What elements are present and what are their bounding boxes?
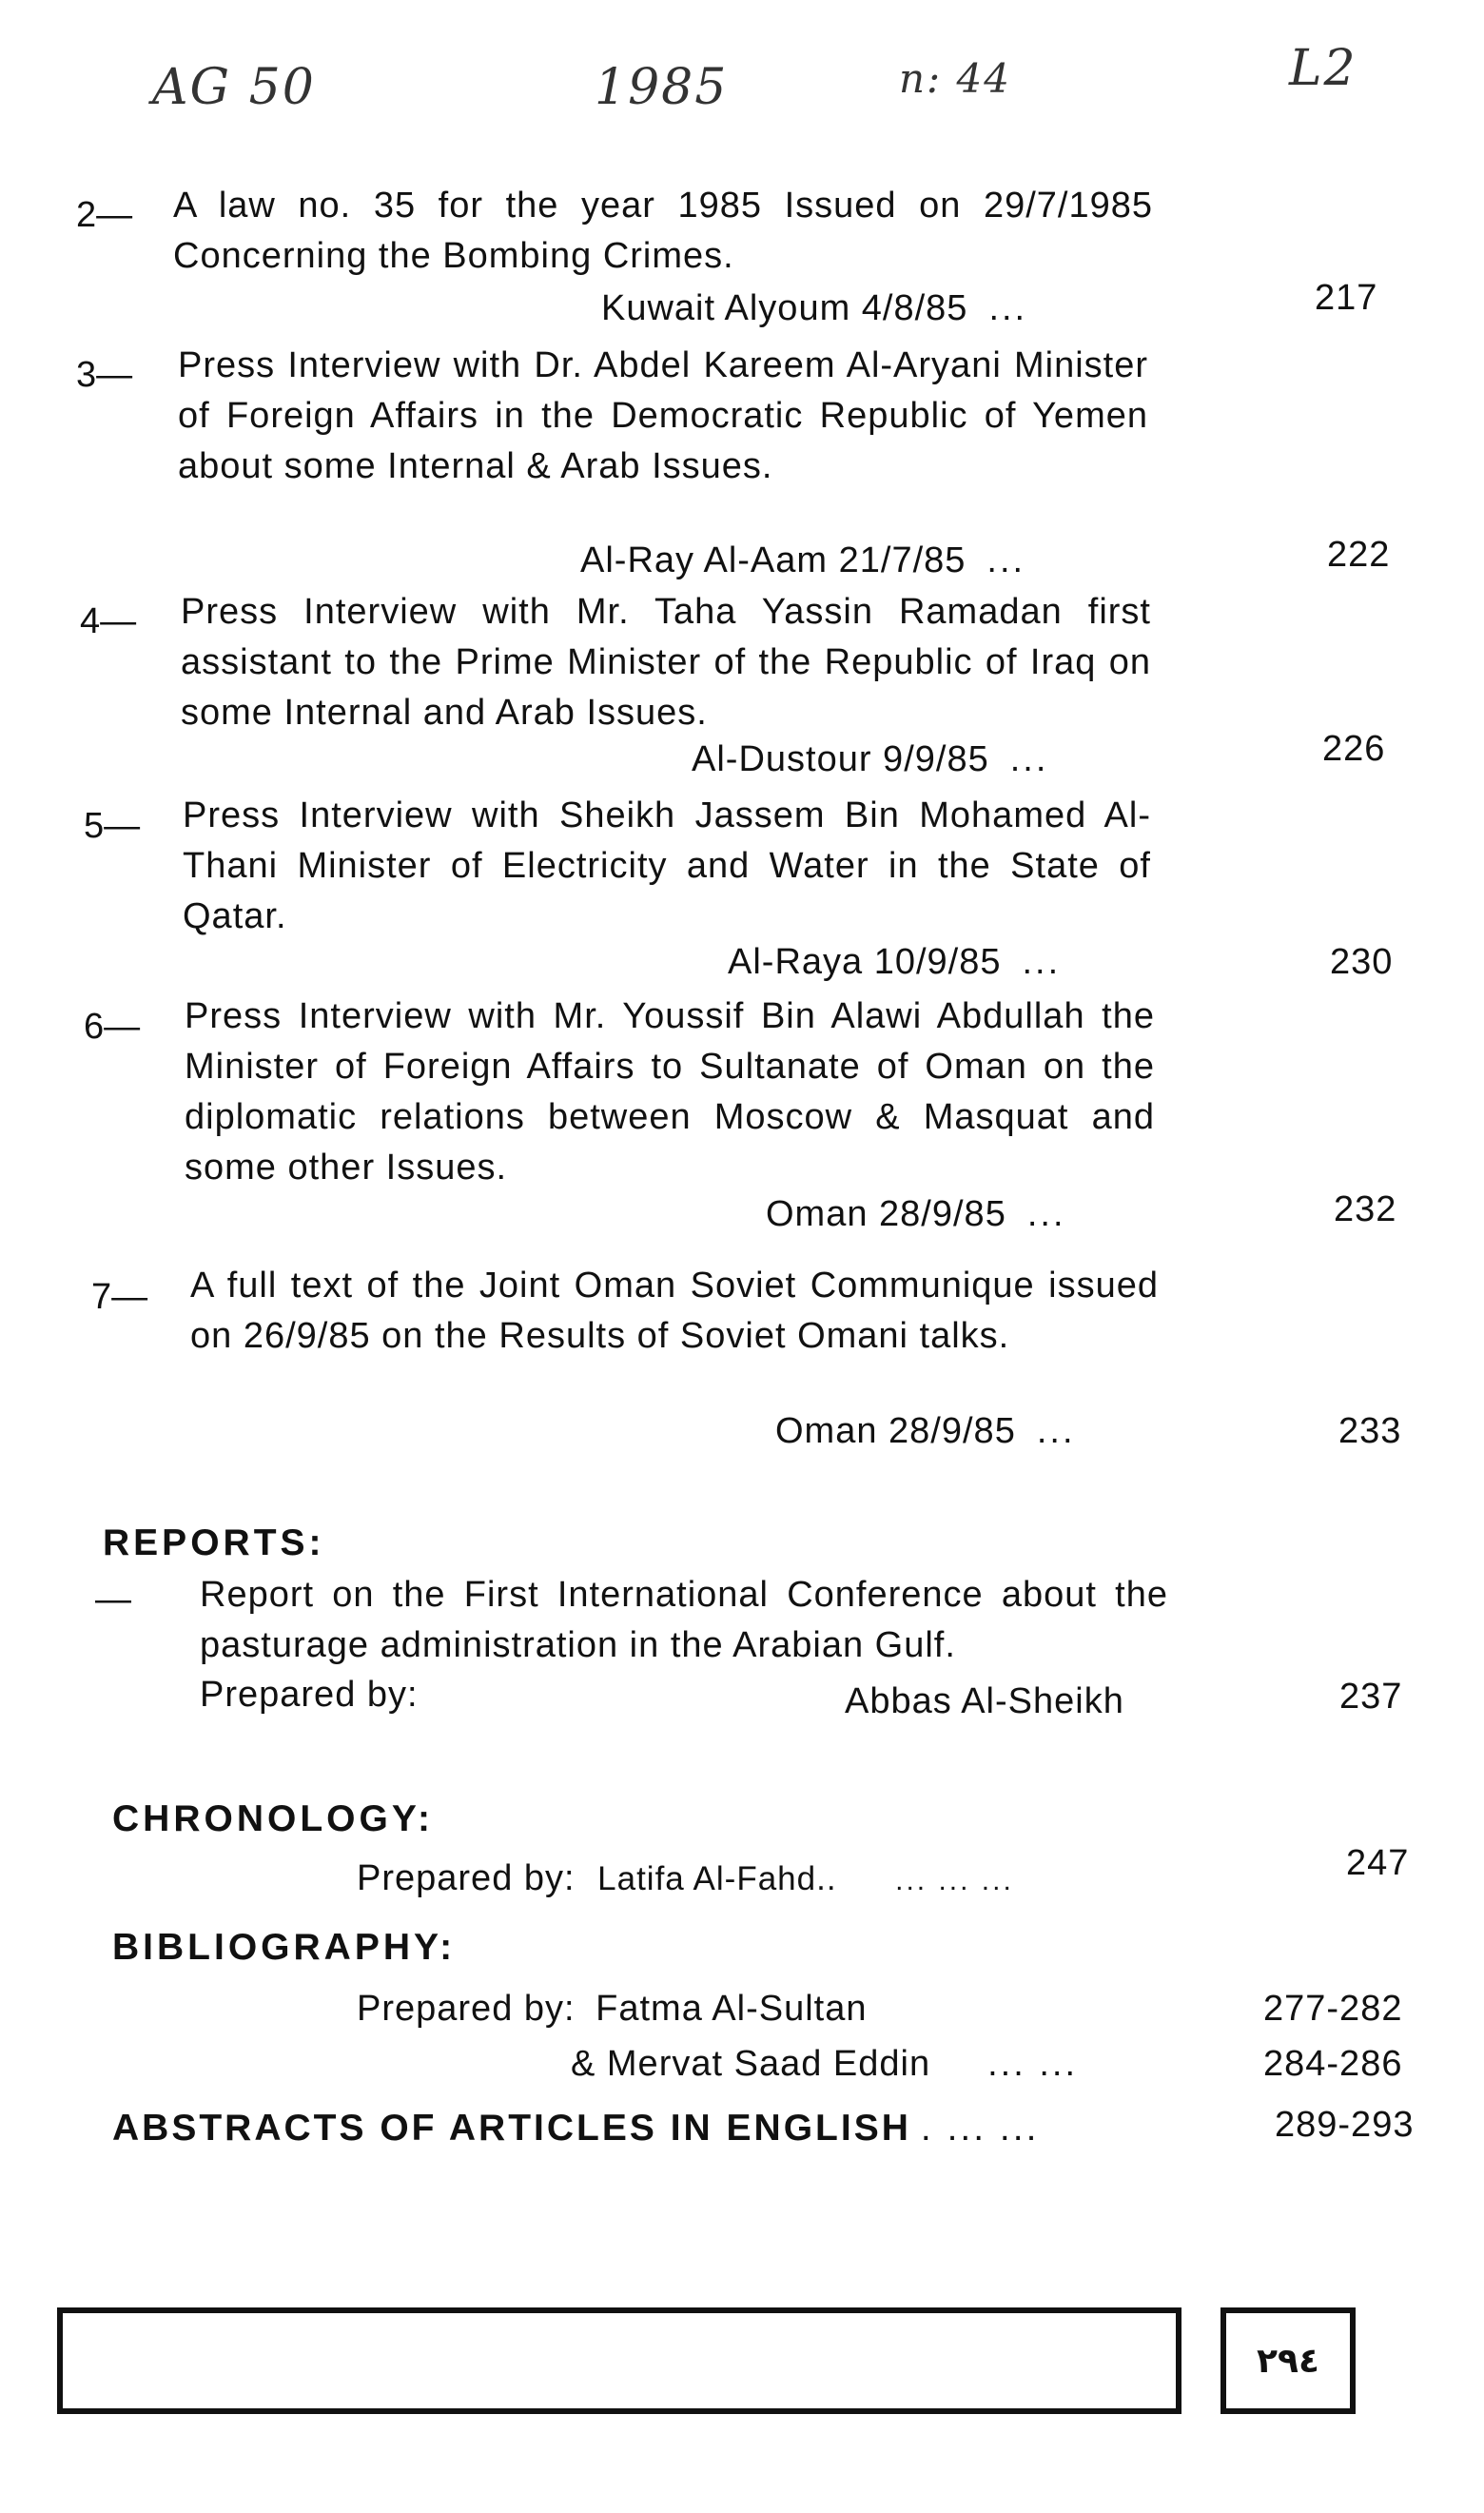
prepared-label: Prepared by: (357, 1858, 576, 1898)
entry-text: Press Interview with Mr. Taha Yassin Ramadan first assistant to the Prime Minister of the Republic of Iraq on some Internal and Arab Issues. (181, 592, 1151, 733)
prepared-label: Prepared by: (357, 1989, 576, 2029)
report-dash: — (95, 1580, 131, 1620)
source-name: Kuwait Alyoum 4/8/85 (601, 288, 968, 328)
leader-dots: ... (986, 540, 1026, 580)
source-name: Al-Dustour 9/9/85 (692, 739, 989, 779)
arabic-page-number: ٢٩٤ (1257, 2341, 1319, 2381)
handwritten-ref-right: L2 (1289, 40, 1357, 97)
source-name: Oman 28/9/85 (766, 1194, 1006, 1234)
entry-text: A full text of the Joint Oman Soviet Communique issued on 26/9/85 on the Results of Soviet Omani talks. (190, 1266, 1159, 1356)
section-heading-reports: REPORTS: (103, 1522, 325, 1563)
entry-number: 7— (91, 1277, 148, 1317)
abstracts-title: ABSTRACTS OF ARTICLES IN ENGLISH (112, 2108, 911, 2149)
handwritten-year: 1985 (595, 59, 729, 116)
leader-dots: ... (1026, 1194, 1066, 1234)
section-heading-chronology: CHRONOLOGY: (112, 1798, 434, 1839)
footer-page-frame (1220, 2307, 1356, 2414)
entry-number: 6— (84, 1007, 141, 1047)
source-name: Oman 28/9/85 (775, 1411, 1016, 1451)
leader-dots: ... ... (987, 2044, 1078, 2084)
entry-text: Press Interview with Sheikh Jassem Bin Mohamed Al-Thani Minister of Electricity and Water in the State of Qatar. (183, 795, 1151, 936)
chronology-author: Latifa Al-Fahd.. (597, 1860, 837, 1897)
leader-dots: ... (1036, 1411, 1076, 1451)
page-number: 284-286 (1263, 2044, 1403, 2084)
bibliography-line-1 (357, 1989, 867, 2030)
footer-blank-frame (57, 2307, 1181, 2414)
report-prepared-label: Prepared by: (200, 1675, 419, 1715)
entry-number: 4— (80, 601, 137, 641)
page-number: 217 (1315, 278, 1378, 318)
handwritten-ref-left: AG 50 (152, 59, 316, 116)
section-heading-abstracts (112, 2108, 1039, 2150)
source-name: Al-Raya 10/9/85 (728, 942, 1002, 982)
page-number: 237 (1339, 1677, 1403, 1717)
entry-number: 5— (84, 806, 141, 846)
page-number: 247 (1346, 1843, 1410, 1883)
leader-dots: . ... ... (920, 2108, 1040, 2149)
page-number: 233 (1338, 1411, 1402, 1451)
report-author: Abbas Al-Sheikh (845, 1681, 1124, 1721)
report-text: Report on the First International Conference about the pasturage administration in the Arabian Gulf. (200, 1575, 1168, 1665)
entry-number: 2— (76, 195, 133, 235)
entry-text: Press Interview with Dr. Abdel Kareem Al-Aryani Minister of Foreign Affairs in the Democratic Republic of Yemen about some Internal & Arab Issues. (178, 345, 1148, 486)
page-number: 226 (1322, 729, 1386, 769)
entry-source (728, 942, 1061, 983)
bibliography-line-2 (571, 2044, 1078, 2085)
bibliography-author-1: Fatma Al-Sultan (596, 1989, 868, 2029)
entry-source (775, 1411, 1076, 1452)
page-number: 277-282 (1263, 1989, 1403, 2029)
entry-text: Press Interview with Mr. Youssif Bin Alawi Abdullah the Minister of Foreign Affairs to Sultanate of Oman on the diplomatic relations between Moscow & Masquat and some other Issues. (185, 996, 1155, 1188)
entry-text: A law no. 35 for the year 1985 Issued on 29/7/1985 Concerning the Bombing Crimes. (173, 186, 1153, 276)
leader-dots: ... (1009, 739, 1049, 779)
entry-source (692, 739, 1048, 780)
section-heading-bibliography: BIBLIOGRAPHY: (112, 1927, 457, 1968)
entry-source (766, 1194, 1066, 1235)
source-name: Al-Ray Al-Aam 21/7/85 (580, 540, 967, 580)
page-number: 289-293 (1275, 2105, 1415, 2145)
bibliography-author-2: & Mervat Saad Eddin (571, 2044, 931, 2084)
leader-dots: ... ... ... (895, 1865, 1014, 1896)
handwritten-issue: n: 44 (899, 55, 1011, 102)
entry-number: 3— (76, 355, 133, 395)
entry-source (580, 540, 1025, 581)
leader-dots: ... (988, 288, 1028, 328)
page-number: 232 (1334, 1189, 1397, 1229)
entry-source (601, 288, 1027, 329)
page-number: 222 (1327, 535, 1391, 575)
page-number: 230 (1330, 942, 1394, 982)
leader-dots: ... (1022, 942, 1062, 982)
chronology-line (357, 1858, 1014, 1899)
